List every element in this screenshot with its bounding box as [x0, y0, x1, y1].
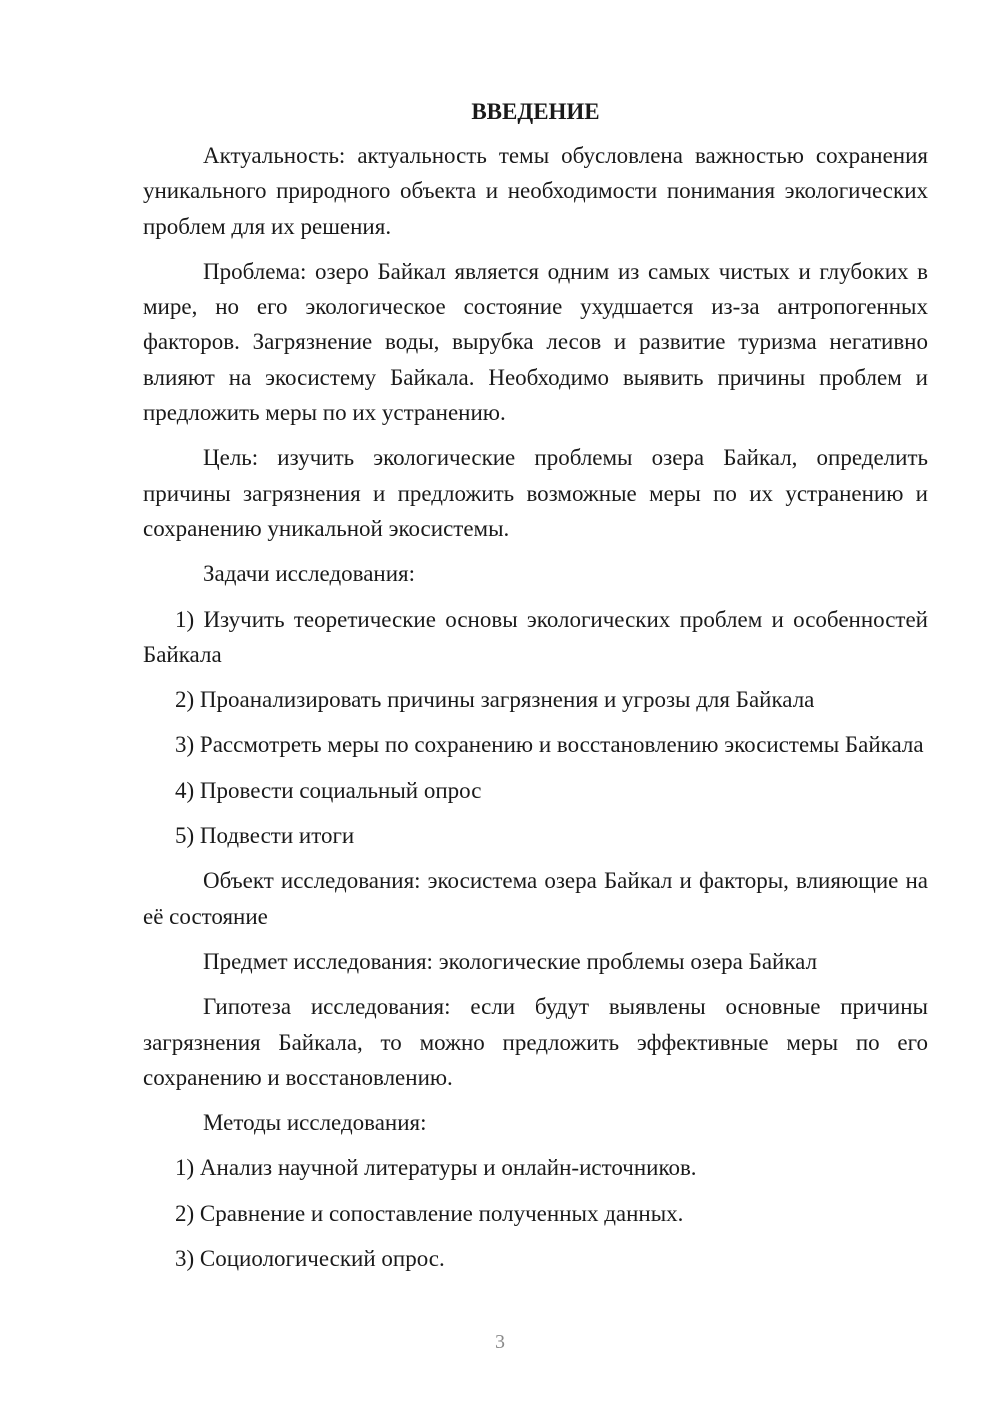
- page-title: ВВЕДЕНИЕ: [471, 99, 600, 124]
- task-item: 5) Подвести итоги: [175, 823, 355, 849]
- task-item: 3) Рассмотреть меры по сохранению и восстановлению экосистемы Байкала: [175, 732, 924, 758]
- task-item: 4) Провести социальный опрос: [175, 777, 482, 803]
- hypothesis-paragraph: Гипотеза исследования: если будут выявлены основные причины загрязнения Байкала, то можно предложить эффективные меры по его сохранению и восстановлению.: [143, 994, 928, 1090]
- tasks-heading: Задачи исследования:: [203, 561, 416, 587]
- page-number: 3: [495, 1331, 505, 1353]
- subject-paragraph: Предмет исследования: экологические проблемы озера Байкал: [203, 948, 818, 974]
- relevance-paragraph: Актуальность: актуальность темы обусловлена важностью сохранения уникального природного объекта и необходимости понимания экологических проблем для их решения.: [143, 143, 928, 239]
- document-page: [143, 96, 928, 1286]
- problem-paragraph: Проблема: озеро Байкал является одним из самых чистых и глубоких в мире, но его экологическое состояние ухудшается из-за антропогенных факторов. Загрязнение воды, вырубка лесов и развитие туризма негативно влияют на экосистему Байкала. Необходимо выявить причины проблем и предложить меры по их устранению.: [143, 258, 928, 426]
- task-item: 1) Изучить теоретические основы экологических проблем и особенностей Байкала: [143, 606, 928, 667]
- method-item: 2) Сравнение и сопоставление полученных данных.: [175, 1200, 684, 1226]
- task-item: 2) Проанализировать причины загрязнения и угрозы для Байкала: [175, 687, 815, 713]
- goal-paragraph: Цель: изучить экологические проблемы озера Байкал, определить причины загрязнения и предложить возможные меры по их устранению и сохранению уникальной экосистемы.: [143, 445, 928, 541]
- method-item: 1) Анализ научной литературы и онлайн-источников.: [175, 1155, 697, 1181]
- methods-heading: Методы исследования:: [203, 1110, 427, 1136]
- object-paragraph: Объект исследования: экосистема озера Байкал и факторы, влияющие на её состояние: [143, 868, 928, 929]
- method-item: 3) Социологический опрос.: [175, 1246, 445, 1272]
